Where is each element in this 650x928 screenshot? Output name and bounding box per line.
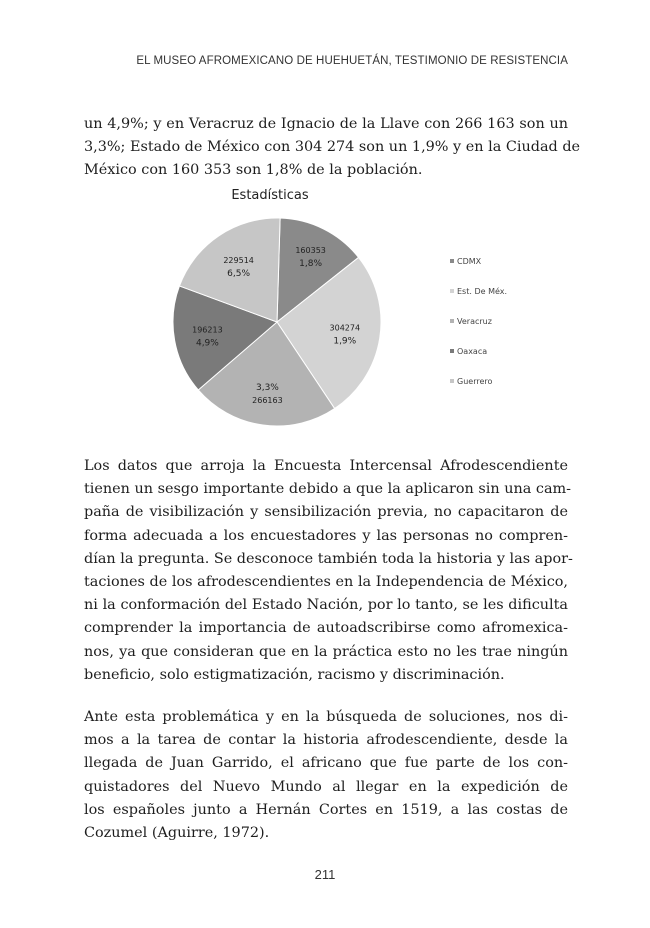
slice-label-top: 304274 — [329, 323, 361, 333]
text-line: México con 160 353 son 1,8% de la población. — [84, 162, 423, 179]
paragraph-survey-bias — [84, 455, 573, 687]
legend-label: CDMX — [457, 256, 482, 266]
text-line: Cozumel (Aguirre, 1972). — [84, 825, 270, 842]
legend-item — [450, 336, 540, 366]
legend-label: Guerrero — [457, 376, 493, 386]
text-line: paña de visibilización y sensibilización previa, no capacitaron de — [84, 504, 568, 521]
text-line: Ante esta problemática y en la búsqueda de soluciones, nos di- — [84, 709, 568, 725]
text-line: un 4,9%; y en Veracruz de Ignacio de la Llave con 266 163 son un — [84, 116, 568, 132]
legend-swatch — [450, 289, 454, 293]
text-line: beneficio, solo estigmatización, racismo y discriminación. — [84, 666, 505, 683]
slice-label-top: 196213 — [192, 325, 223, 335]
text-line: nos, ya que consideran que en la práctica esto no les trae ningún — [84, 643, 568, 660]
text-line: forma adecuada a los encuestadores y las personas no compren- — [84, 527, 568, 544]
chart-legend — [450, 246, 540, 396]
text-line: Los datos que arroja la Encuesta Intercensal Afrodescendiente — [84, 458, 568, 474]
slice-label-top: 3,3% — [255, 383, 279, 394]
legend-item — [450, 366, 540, 396]
page-number: 211 — [314, 867, 336, 882]
text-line: llegada de Juan Garrido, el africano que fue parte de los con- — [84, 755, 568, 772]
slice-label-top: 229514 — [223, 256, 254, 266]
legend-label: Est. De Méx. — [457, 286, 508, 296]
text-line: taciones de los afrodescendientes en la Independencia de México, — [84, 574, 568, 591]
legend-swatch — [450, 349, 454, 353]
legend-label: Oaxaca — [457, 346, 488, 356]
text-line: dían la pregunta. Se desconoce también toda la historia y las apor- — [84, 550, 573, 567]
legend-swatch — [450, 319, 454, 323]
slice-label-top: 160353 — [295, 246, 326, 256]
chart-title: Estadísticas — [231, 188, 309, 203]
slice-label-bottom: 6,5% — [227, 269, 251, 280]
legend-swatch — [450, 259, 454, 263]
slice-label-bottom: 4,9% — [195, 338, 219, 349]
text-line: tienen un sesgo importante debido a que la aplicaron sin una cam- — [84, 481, 572, 498]
text-line: mos a la tarea de contar la historia afrodescendiente, desde la — [84, 732, 568, 749]
slice-label-bottom: 266163 — [252, 396, 283, 406]
legend-item — [450, 246, 540, 276]
text-line: 3,3%; Estado de México con 304 274 son un 1,9% y en la Ciudad de — [84, 139, 581, 156]
legend-swatch — [450, 379, 454, 383]
legend-item — [450, 276, 540, 306]
pie-chart-svg — [150, 188, 450, 433]
text-line: comprender la importancia de autoadscribirse como afromexica- — [84, 620, 568, 637]
slice-label-bottom: 1,8% — [299, 259, 323, 270]
slice-label-bottom: 1,9% — [333, 336, 357, 347]
paragraph-population-stats — [84, 113, 581, 183]
text-line: los españoles junto a Hernán Cortes en 1519, a las costas de — [84, 801, 568, 818]
running-header: EL MUSEO AFROMEXICANO DE HUEHUETÁN, TESTIMONIO DE RESISTENCIA — [136, 55, 568, 67]
legend-label: Veracruz — [457, 316, 492, 326]
text-line: ni la conformación del Estado Nación, por lo tanto, se les dificulta — [84, 597, 568, 614]
text-line: quistadores del Nuevo Mundo al llegar en la expedición de — [84, 778, 568, 795]
legend-item — [450, 306, 540, 336]
paragraph-juan-garrido — [84, 706, 568, 845]
pie-chart-statistics — [150, 188, 530, 433]
